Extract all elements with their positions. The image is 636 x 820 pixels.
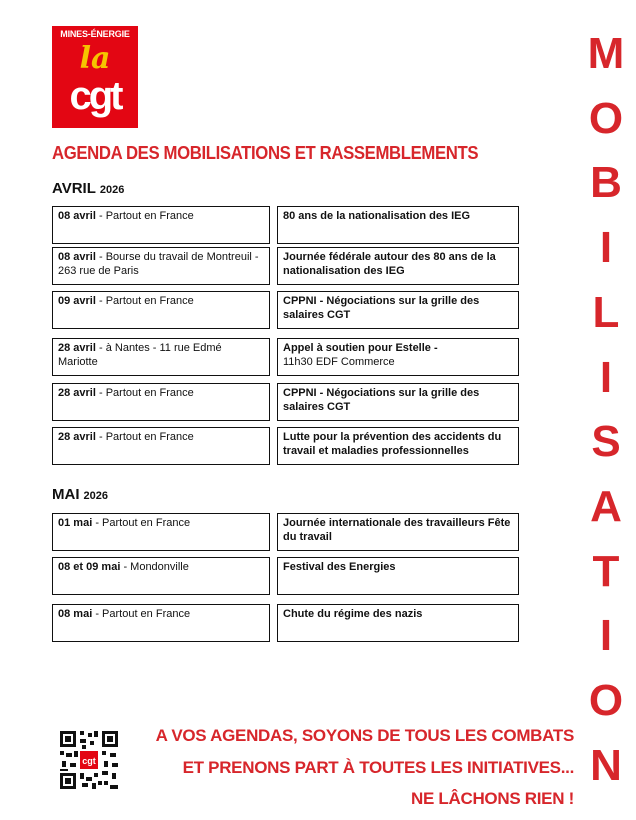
qr-code-icon — [58, 729, 120, 791]
logo-cgt-text: cgt — [69, 74, 121, 118]
event-title: Appel à soutien pour Estelle - — [283, 342, 438, 354]
event-title: Festival des Energies — [283, 561, 396, 573]
vertical-letter: M — [587, 29, 625, 78]
vertical-letter: S — [591, 417, 621, 467]
slogan-line-3: NE LÂCHONS RIEN ! — [410, 789, 574, 808]
month-heading-avril — [52, 180, 124, 197]
event-title: CPPNI - Négociations sur la grille des salaires CGT — [283, 295, 480, 321]
event-title-extra: 11h30 EDF Commerce — [283, 356, 395, 368]
event-place-cell — [52, 291, 270, 329]
month-name: MAI — [52, 486, 80, 503]
event-place-cell — [52, 557, 270, 595]
event-place-cell — [52, 206, 270, 244]
event-place: - Partout en France — [98, 210, 194, 222]
event-place: - Partout en France — [98, 387, 194, 399]
vertical-mobilisation-word — [584, 30, 628, 790]
event-place: - à Nantes - 11 rue Edmé Mariotte — [58, 342, 222, 368]
vertical-letter: I — [599, 352, 613, 402]
event-date: 08 avril — [58, 251, 96, 263]
event-title: 80 ans de la nationalisation des IEG — [283, 210, 471, 222]
event-place-cell — [52, 247, 270, 285]
event-date: 28 avril — [58, 342, 96, 354]
month-heading-mai — [52, 486, 108, 503]
event-place-cell — [52, 383, 270, 421]
event-date: 28 avril — [58, 431, 96, 443]
vertical-letter: O — [588, 93, 624, 143]
vertical-letter: B — [590, 158, 622, 208]
event-title: Chute du régime des nazis — [283, 608, 423, 620]
vertical-letter: L — [592, 287, 620, 337]
event-title-cell — [277, 338, 519, 376]
event-title-cell — [277, 291, 519, 329]
event-place-cell — [52, 338, 270, 376]
event-place: - Partout en France — [95, 517, 191, 529]
event-title: Lutte pour la prévention des accidents du travail et maladies professionnelles — [283, 431, 502, 457]
event-title-cell — [277, 383, 519, 421]
slogan-line-1: A VOS AGENDAS, SOYONS DE TOUS LES COMBATS — [155, 726, 574, 745]
event-place: - Mondonville — [123, 561, 189, 573]
vertical-letter: I — [599, 611, 613, 661]
event-title: CPPNI - Négociations sur la grille des salaires CGT — [283, 387, 480, 413]
vertical-letter: N — [590, 740, 622, 790]
event-title-cell — [277, 604, 519, 642]
page-title: AGENDA DES MOBILISATIONS ET RASSEMBLEMENTS — [52, 143, 479, 163]
event-title-cell — [277, 206, 519, 244]
qr-logo-text: cgt — [82, 756, 96, 766]
event-place-cell — [52, 604, 270, 642]
vertical-letter: A — [590, 482, 622, 532]
event-title-cell — [277, 427, 519, 465]
event-title-cell — [277, 557, 519, 595]
vertical-letter: O — [588, 676, 624, 726]
month-year: 2026 — [83, 490, 108, 502]
event-date: 08 avril — [58, 210, 96, 222]
logo-la-text: la — [79, 41, 111, 76]
slogan-line-2: ET PRENONS PART À TOUTES LES INITIATIVES... — [182, 758, 574, 777]
event-date: 28 avril — [58, 387, 96, 399]
event-date: 01 mai — [58, 517, 93, 529]
month-year: 2026 — [99, 184, 125, 196]
event-place: - Bourse du travail de Montreuil - 263 rue de Paris — [58, 251, 259, 277]
vertical-letter: I — [599, 223, 613, 273]
event-date: 09 avril — [58, 295, 96, 307]
event-title: Journée internationale des travailleurs Fête du travail — [283, 517, 511, 543]
event-place-cell — [52, 427, 270, 465]
event-title-cell — [277, 513, 519, 551]
event-title-cell — [277, 247, 519, 285]
month-name: AVRIL — [52, 180, 96, 197]
event-place: - Partout en France — [95, 608, 191, 620]
event-place-cell — [52, 513, 270, 551]
cgt-logo — [52, 26, 138, 128]
event-place: - Partout en France — [98, 431, 194, 443]
event-place: - Partout en France — [98, 295, 194, 307]
event-title: Journée fédérale autour des 80 ans de la nationalisation des IEG — [283, 251, 496, 277]
logo-federation-text: MINES-ÉNERGIE — [60, 29, 130, 39]
event-date: 08 et 09 mai — [58, 561, 121, 573]
vertical-letter: T — [592, 546, 620, 596]
event-date: 08 mai — [58, 608, 93, 620]
